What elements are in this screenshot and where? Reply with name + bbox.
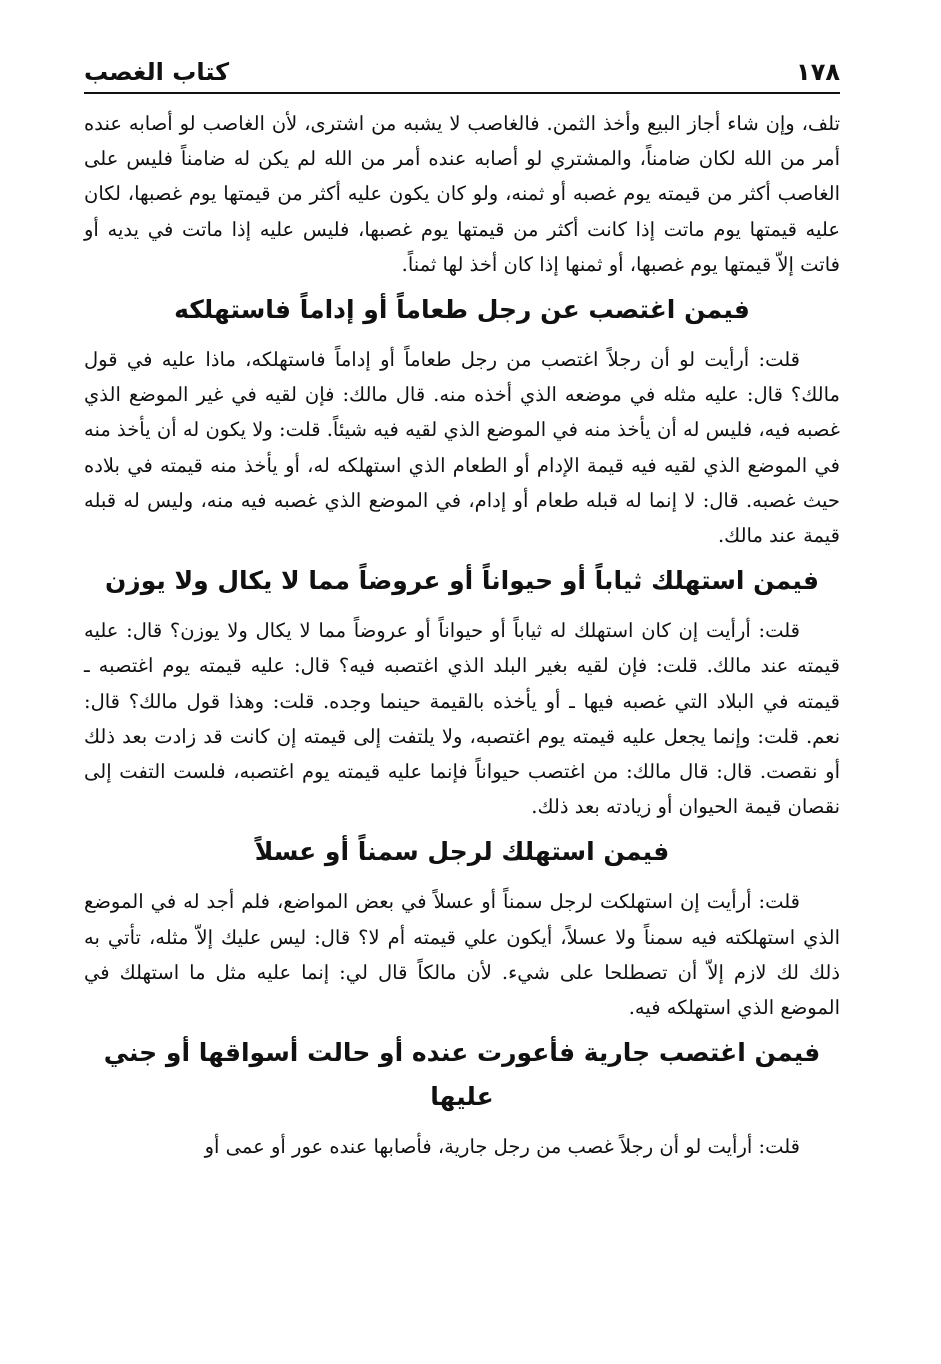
section-heading: فيمن اغتصب عن رجل طعاماً أو إداماً فاستهلكه [174,295,750,325]
opening-paragraph: تلف، وإن شاء أجاز البيع وأخذ الثمن. فالغاصب لا يشبه من اشترى، لأن الغاصب لو أصابه عنده أمر من الله لكان ضامناً، والمشتري لو أصابه عنده أمر من الله لم يكن له ضامناً فليس على الغاصب أكثر من قيمته يوم غصبه أو ثمنه، ولو كان يكون عليه أكثر من قيمتها يوم غصبها، لكان عليه قيمتها يوم ماتت إذا كانت أكثر من قيمتها يوم غصبها، فليس عليه إذا ماتت في يديه أو فاتت إلاّ قيمتها يوم غصبها، أو ثمنها إذا كان أخذ لها ثمناً. [84,112,840,276]
section-paragraph: قلت: أرأيت إن كان استهلك له ثياباً أو حيواناً أو عروضاً مما لا يكال ولا يوزن؟ قال: عليه قيمته عند مالك. قلت: فإن لقيه بغير البلد الذي اغتصبه فيه؟ قال: عليه قيمته يوم اغتصبه ـ قيمته في البلاد التي غصبه فيها ـ أو يأخذه بالقيمة حينما وجده. قلت: وهذا قول مالك؟ قال: نعم. قلت: وإنما يجعل عليه قيمته يوم اغتصبه، ولا يلتفت إلى قيمته إن كانت قد زادت بعد ذلك أو نقصت. قال: قال مالك: من اغتصب حيواناً فإنما عليه قيمته يوم اغتصبه، فلست التفت إلى نقصان قيمة الحيوان أو زيادته بعد ذلك. [84,619,840,819]
section-paragraph: قلت: أرأيت لو أن رجلاً غصب من رجل جارية، فأصابها عنده عور أو عمى أو [204,1135,800,1159]
page-header [84,56,840,94]
section-heading: فيمن استهلك ثياباً أو حيواناً أو عروضاً مما لا يكال ولا يوزن [104,566,820,596]
section-paragraph: قلت: أرأيت لو أن رجلاً اغتصب من رجل طعاماً أو إداماً فاستهلكه، ماذا عليه في قول مالك؟ قال: عليه مثله في موضعه الذي أخذه منه. قال مالك: فإن لقيه في غير الموضع الذي غصبه فيه، فليس له أن يأخذ منه في الموضع الذي لقيه فيه شيئاً. قلت: ولا يكون له أن يأخذ منه في الموضع الذي لقيه فيه قيمة الإدام أو الطعام الذي استهلكه له، أو يأخذ منه قيمته في بلاده حيث غصبه. قال: لا إنما له قبله طعام أو إدام، في الموضع الذي غصبه فيه منه، وليس له قبله قيمة عند مالك. [84,348,840,548]
page-content [84,106,840,1164]
section-heading: فيمن اغتصب جارية فأعورت عنده أو حالت أسواقها أو جني عليها [103,1038,821,1112]
page-number: ١٧٨ [796,58,840,86]
running-title: كتاب الغصب [84,58,230,86]
book-page [84,56,840,1164]
section-paragraph: قلت: أرأيت إن استهلكت لرجل سمناً أو عسلاً في بعض المواضع، فلم أجد له في الموضع الذي استهلكته فيه سمناً ولا عسلاً، أيكون علي قيمته أم لا؟ قال: ليس عليك إلاّ مثله، تأتي به ذلك لك لازم إلاّ أن تصطلحا على شيء. لأن مالكاً قال لي: إنما عليه مثل ما استهلك في الموضع الذي استهلكه فيه. [84,890,840,1020]
section-heading: فيمن استهلك لرجل سمناً أو عسلاً [254,837,670,867]
